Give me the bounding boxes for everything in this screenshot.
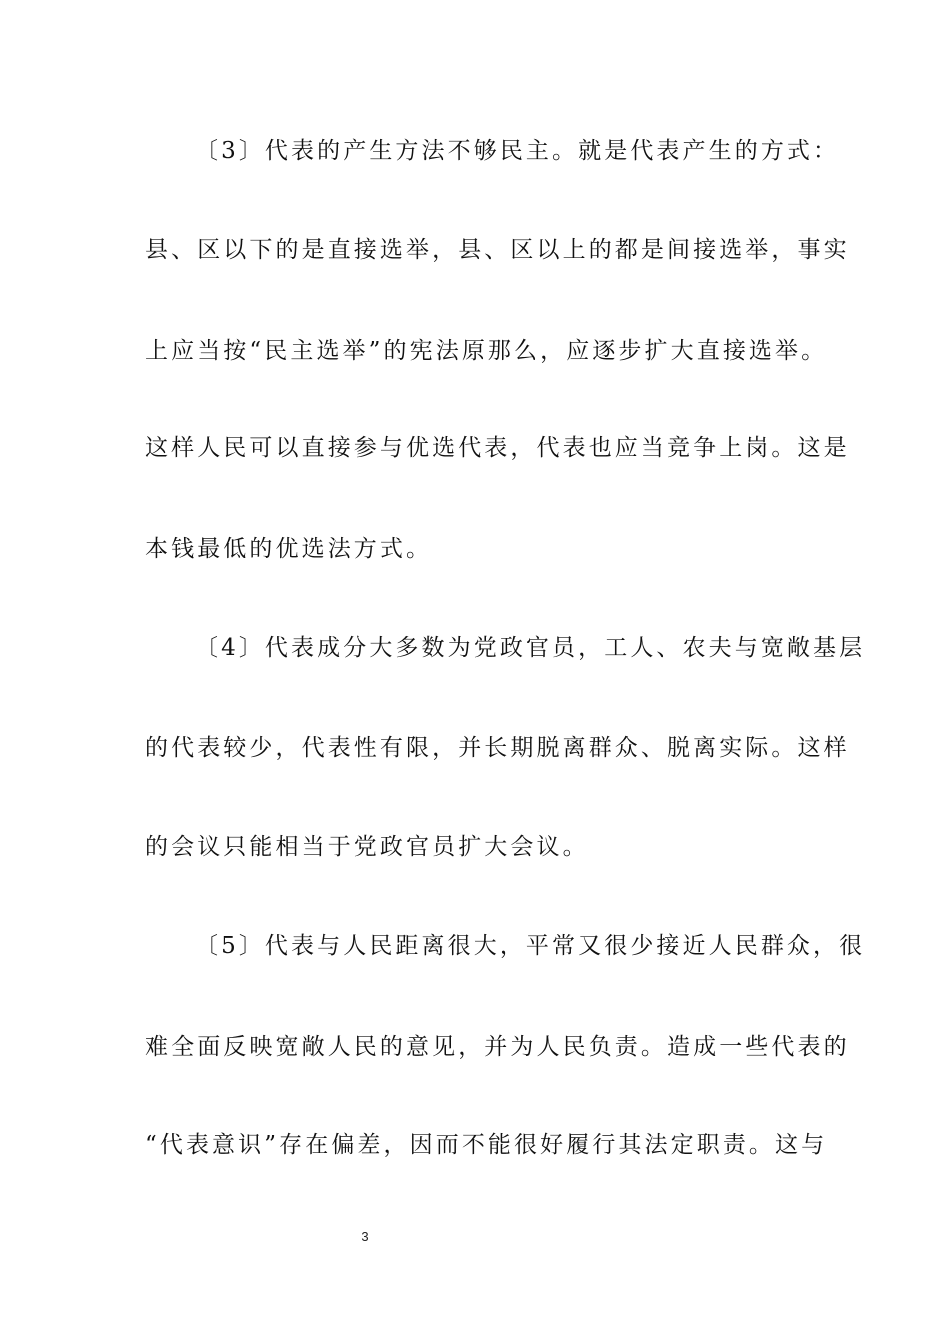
text-line: 这样人民可以直接参与优选代表，代表也应当竞争上岗。这是 — [145, 435, 850, 461]
text-line: 上应当按“民主选举”的宪法原那么，应逐步扩大直接选举。 — [145, 338, 828, 364]
text-line: 的会议只能相当于党政官员扩大会议。 — [145, 834, 589, 860]
text-line: 难全面反映宽敞人民的意见，并为人民负责。造成一些代表的 — [145, 1034, 850, 1060]
text-line: 县、区以下的是直接选举，县、区以上的都是间接选举，事实 — [145, 237, 850, 263]
text-line: 本钱最低的优选法方式。 — [145, 536, 433, 562]
text-line: “代表意识”存在偏差，因而不能很好履行其法定职责。这与 — [145, 1132, 828, 1158]
text-line: 的代表较少，代表性有限，并长期脱离群众、脱离实际。这样 — [145, 735, 850, 761]
text-line: 〔4〕代表成分大多数为党政官员，工人、农夫与宽敞基层 — [195, 635, 866, 661]
text-line: 〔3〕代表的产生方法不够民主。就是代表产生的方式： — [195, 138, 840, 164]
page-number: 3 — [361, 1229, 369, 1244]
text-line: 〔5〕代表与人民距离很大，平常又很少接近人民群众，很 — [195, 933, 866, 959]
